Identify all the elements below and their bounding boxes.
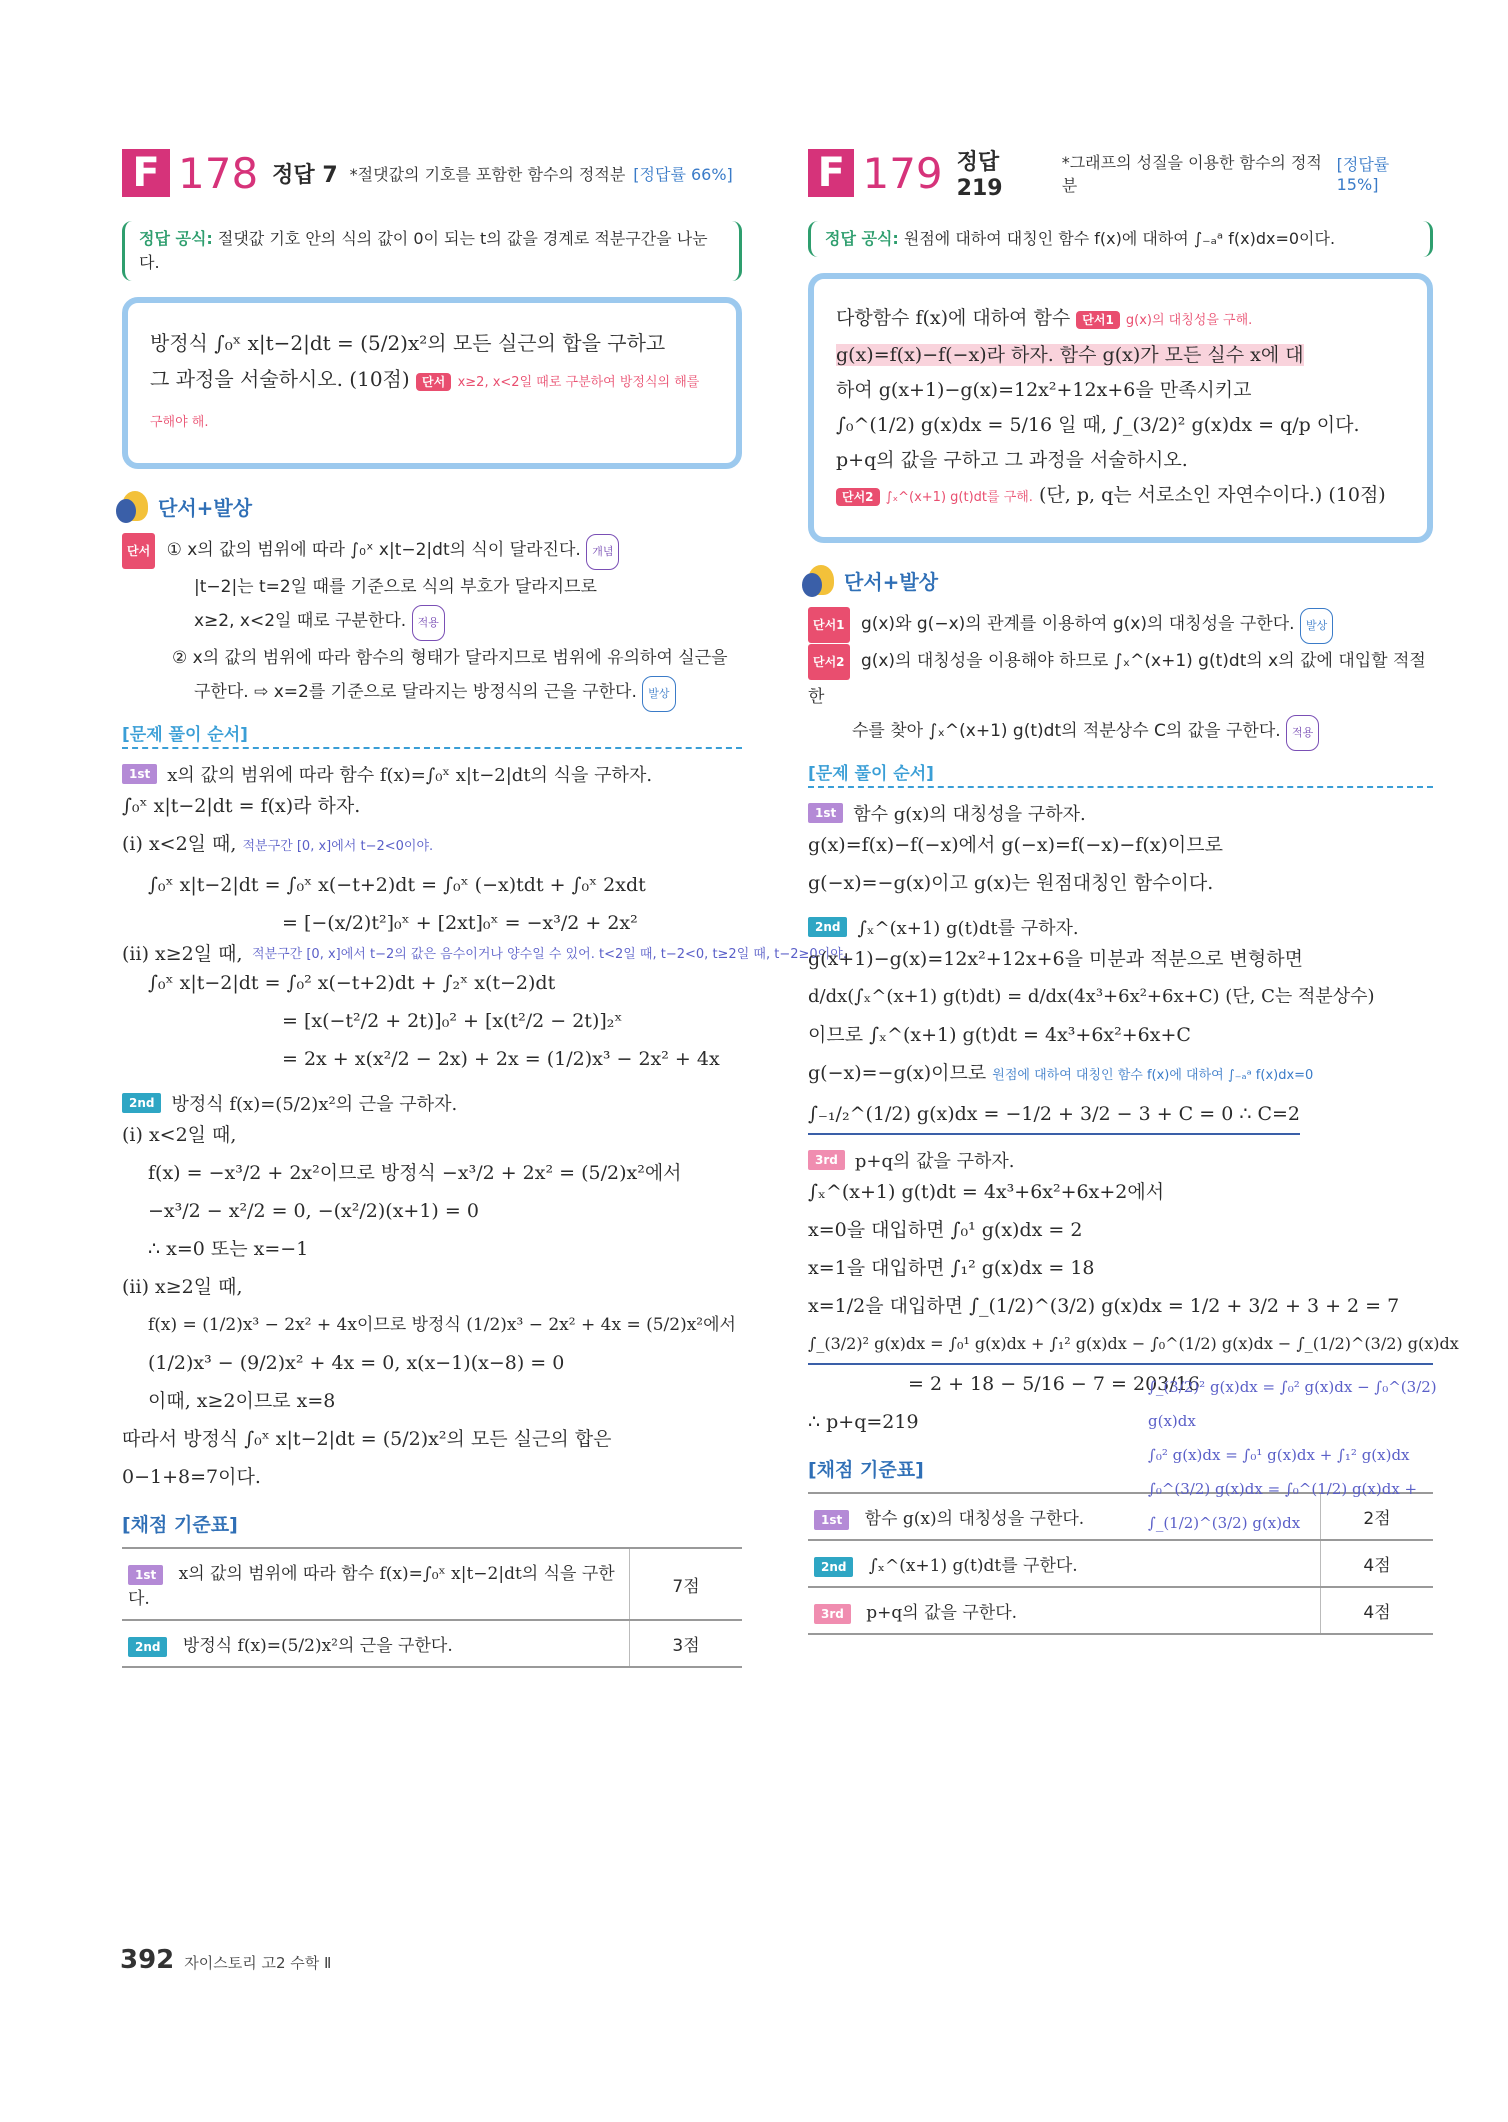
step-heading	[808, 800, 1433, 826]
math-line: g(−x)=−g(x)이고 g(x)는 원점대칭인 함수이다.	[808, 872, 1214, 894]
step-tag: 3rd	[814, 1604, 851, 1624]
problem-line	[836, 301, 1405, 338]
lightbulb-icon	[122, 491, 148, 521]
problem-line-text: g(x)=f(x)−f(−x)라 하자. 함수 g(x)가 모든 실수 x에 대	[836, 344, 1304, 366]
problem-box	[808, 273, 1433, 543]
page-footer	[120, 1945, 331, 1975]
clue-item	[122, 675, 742, 712]
hint-tag: 단서1	[1076, 311, 1120, 329]
step-tag: 2nd	[808, 917, 847, 937]
section-title: 단서+발상	[158, 495, 253, 520]
step-text: 방정식 f(x)=(5/2)x²의 근을 구하자.	[171, 1094, 458, 1115]
math-line: (ii) x≥2일 때,	[122, 1276, 243, 1298]
step-tag: 3rd	[808, 1150, 845, 1170]
solution-order-title: [문제 풀이 순서]	[122, 720, 742, 749]
math-line: d/dx(∫ₓ^(x+1) g(t)dt) = d/dx(4x³+6x²+6x+C) (단, C는 적분상수)	[808, 986, 1375, 1007]
clue-item	[122, 604, 742, 641]
problem-line: ∫₀^(1/2) g(x)dx = 5/16 일 때, ∫_(3/2)² g(x)dx = q/p 이다.	[836, 414, 1360, 436]
clue-section-header	[122, 491, 742, 521]
math-line: (i) x<2일 때,	[122, 1124, 237, 1146]
problem-line-text: 하여 g(x+1)−g(x)=12x²+12x+6을 만족시키고	[836, 379, 1252, 401]
clue-text: 구한다. ⇨ x=2를 기준으로 달라지는 방정식의 근을 구한다.	[194, 682, 637, 702]
answer-label: 정답 7	[272, 162, 338, 188]
math-line: ∫_(3/2)² g(x)dx = ∫₀¹ g(x)dx + ∫₁² g(x)dx − ∫₀^(1/2) g(x)dx − ∫_(1/2)^(3/2) g(x)dx	[808, 1325, 1433, 1365]
solution-order-title: [문제 풀이 순서]	[808, 759, 1433, 788]
math-line: ∫ₓ^(x+1) g(t)dt = 4x³+6x²+6x+2에서	[808, 1181, 1165, 1203]
math-line: x=1/2을 대입하면 ∫_(1/2)^(3/2) g(x)dx = 1/2 + 3/2 + 3 + 2 = 7	[808, 1295, 1400, 1317]
math-line: ∫₀ˣ x|t−2|dt = f(x)라 하자.	[122, 795, 361, 817]
problem-line-text: (단, p, q는 서로소인 자연수이다.) (10점)	[1039, 484, 1386, 506]
step-tag: 2nd	[814, 1557, 853, 1577]
margin-note: 원점에 대하여 대칭인 함수 f(x)에 대하여 ∫₋ₐᵃ f(x)dx=0	[992, 1068, 1314, 1083]
problem-line-text: 그 과정을 서술하시오. (10점)	[150, 367, 410, 391]
step-tag: 1st	[814, 1510, 849, 1530]
clue-text: 수를 찾아 ∫ₓ^(x+1) g(t)dt의 적분상수 C의 값을 구한다.	[852, 721, 1281, 741]
step3-main	[808, 1173, 1164, 1287]
problem-line: 방정식 ∫₀ˣ x|t−2|dt = (5/2)x²의 모든 실근의 합을 구하고	[150, 331, 666, 355]
margin-note: 적분구간 [0, x]에서 t−2의 값은 음수이거나 양수일 수 있어. t<2일 때, t−2<0, t≥2일 때, t−2≥0이야.	[252, 947, 847, 962]
formula-text: 절댓값 기호 안의 식의 값이 0이 되는 t의 값을 경계로 적분구간을 나눈다.	[139, 229, 708, 272]
grading-title: [채점 기준표]	[808, 1459, 924, 1481]
math-line: x=1을 대입하면 ∫₁² g(x)dx = 18	[808, 1257, 1095, 1279]
step-tag: 1st	[122, 764, 157, 784]
step-text: 함수 g(x)의 대칭성을 구하자.	[853, 804, 1086, 825]
hint-tag: 단서2	[836, 488, 880, 506]
clue-item	[122, 533, 742, 570]
clue-text: ② x의 값의 범위에 따라 함수의 형태가 달라지므로 범위에 유의하여 실근을	[172, 648, 728, 668]
math-line: −x³/2 − x²/2 = 0, −(x²/2)(x+1) = 0	[148, 1200, 479, 1222]
clue-section-header	[808, 565, 1433, 595]
topic-label: *그래프의 성질을 이용한 함수의 정적분	[1061, 153, 1322, 195]
answer-formula-box	[122, 221, 742, 281]
grading-criterion	[122, 1548, 630, 1620]
math-line: f(x) = (1/2)x³ − 2x² + 4x이므로 방정식 (1/2)x³ − 2x² + 4x = (5/2)x²에서	[148, 1315, 736, 1335]
table-row	[808, 1540, 1433, 1587]
step-text: ∫ₓ^(x+1) g(t)dt를 구하자.	[857, 918, 1079, 939]
math-line: (1/2)x³ − (9/2)x² + 4x = 0, x(x−1)(x−8) = 0	[148, 1352, 565, 1374]
step-heading	[808, 914, 1433, 940]
math-line: ∫₀ˣ x|t−2|dt = ∫₀ˣ x(−t+2)dt = ∫₀ˣ (−x)tdt + ∫₀ˣ 2xdt	[148, 874, 646, 896]
answer-label: 정답 219	[956, 150, 1003, 201]
side-note-line: ∫_(3/2)² g(x)dx = ∫₀² g(x)dx − ∫₀^(3/2) g(x)dx	[1148, 1378, 1437, 1430]
grading-points: 3점	[630, 1620, 743, 1667]
hint-text: g(x)의 대칭성을 구해.	[1125, 313, 1253, 328]
hint-text: ∫ₓ^(x+1) g(t)dt를 구해.	[885, 490, 1033, 505]
problem-line	[836, 478, 1405, 515]
step-heading	[808, 1147, 1433, 1173]
clue-tag: 단서2	[808, 644, 850, 680]
grading-points: 2점	[1321, 1493, 1434, 1540]
clue-text: ① x의 값의 범위에 따라 ∫₀ˣ x|t−2|dt의 식이 달라진다.	[166, 540, 581, 560]
clue-tag: 단서	[122, 533, 155, 569]
topic-label: *절댓값의 기호를 포함한 함수의 정적분	[349, 164, 626, 184]
step-tag: 1st	[128, 1565, 163, 1585]
book-title: 자이스토리 고2 수학 Ⅱ	[184, 1954, 332, 1972]
page-number: 392	[120, 1945, 175, 1975]
concept-oval: 개념	[586, 534, 619, 570]
problem-line: p+q의 값을 구하고 그 과정을 서술하시오.	[836, 449, 1188, 471]
step-tag: 2nd	[122, 1093, 161, 1113]
apply-oval: 적용	[412, 605, 445, 641]
math-line: 이때, x≥2이므로 x=8	[148, 1390, 336, 1412]
math-line	[122, 825, 742, 866]
math-line: ∴ p+q=219	[808, 1411, 919, 1433]
math-line: f(x) = −x³/2 + 2x²이므로 방정식 −x³/2 + 2x² = (5/2)x²에서	[148, 1162, 682, 1184]
formula-text: 원점에 대하여 대칭인 함수 f(x)에 대하여 ∫₋ₐᵃ f(x)dx=0이다.	[903, 229, 1336, 248]
clue-item	[808, 714, 1433, 751]
math-line: ∫₀ˣ x|t−2|dt = ∫₀² x(−t+2)dt + ∫₂ˣ x(t−2)dt	[148, 972, 556, 994]
criterion-text: 함수 g(x)의 대칭성을 구한다.	[864, 1509, 1085, 1529]
step-text: x의 값의 범위에 따라 함수 f(x)=∫₀ˣ x|t−2|dt의 식을 구하자.	[167, 765, 653, 786]
problem-header	[808, 145, 1433, 201]
grading-points: 4점	[1321, 1540, 1434, 1587]
problem-line	[150, 361, 714, 441]
hint-tag: 단서	[416, 373, 451, 391]
apply-oval: 적용	[1286, 715, 1319, 751]
criterion-text: 방정식 f(x)=(5/2)x²의 근을 구한다.	[182, 1636, 453, 1656]
lightbulb-icon	[808, 565, 834, 595]
problem-line	[836, 373, 1405, 408]
math-line: = 2 + 18 − 5/16 − 7 = 203/16	[908, 1373, 1200, 1395]
grading-criterion	[808, 1540, 1321, 1587]
problem-box	[122, 297, 742, 469]
grading-points: 7점	[630, 1548, 743, 1620]
table-row	[122, 1620, 742, 1667]
step-tag: 2nd	[128, 1637, 167, 1657]
answer-formula-box	[808, 221, 1433, 257]
clue-tag: 단서1	[808, 607, 850, 643]
math-line: 따라서 방정식 ∫₀ˣ x|t−2|dt = (5/2)x²의 모든 실근의 합은	[122, 1428, 612, 1450]
problem-header	[122, 145, 742, 201]
table-row	[122, 1548, 742, 1620]
formula-label: 정답 공식:	[825, 229, 899, 248]
side-note-line: ∫₀^(3/2) g(x)dx = ∫₀^(1/2) g(x)dx + ∫_(1/2)^(3/2) g(x)dx	[1148, 1480, 1418, 1532]
math-line: = [−(x/2)t²]₀ˣ + [2xt]₀ˣ = −x³/2 + 2x²	[282, 912, 638, 934]
difficulty-badge: F	[808, 149, 854, 197]
math-line: ∴ x=0 또는 x=−1	[148, 1238, 309, 1260]
clue-list	[122, 533, 742, 712]
math-line: 0−1+8=7이다.	[122, 1466, 261, 1488]
accuracy-rate: [정답률 66%]	[633, 164, 733, 184]
clue-item	[808, 607, 1433, 644]
math-line	[122, 942, 847, 965]
grading-table	[122, 1547, 742, 1668]
grading-criterion	[808, 1587, 1321, 1634]
grading-title: [채점 기준표]	[122, 1514, 238, 1536]
math-line: x=0을 대입하면 ∫₀¹ g(x)dx = 2	[808, 1219, 1083, 1241]
side-note-line: ∫₀² g(x)dx = ∫₀¹ g(x)dx + ∫₁² g(x)dx	[1148, 1446, 1410, 1464]
step-heading	[122, 1090, 742, 1116]
formula-label: 정답 공식:	[139, 229, 213, 248]
math-line: g(x)=f(x)−f(−x)에서 g(−x)=f(−x)−f(x)이므로	[808, 834, 1223, 856]
table-row	[808, 1587, 1433, 1634]
section-title: 단서+발상	[844, 569, 939, 594]
idea-oval: 발상	[1300, 608, 1333, 644]
math-line	[808, 1054, 1433, 1095]
clue-text: x≥2, x<2일 때로 구분한다.	[194, 611, 407, 631]
problem-number: 178	[178, 148, 259, 198]
step-heading	[122, 761, 742, 787]
grading-points: 4점	[1321, 1587, 1434, 1634]
clue-text: g(x)의 대칭성을 이용해야 하므로 ∫ₓ^(x+1) g(t)dt의 x의 값에 대입할 적절한	[808, 651, 1426, 707]
problem-number: 179	[862, 148, 943, 198]
case-label: (ii) x≥2일 때,	[122, 943, 243, 965]
clue-text: |t−2|는 t=2일 때를 기준으로 식의 부호가 달라지므로	[194, 577, 597, 597]
problem-line-text: 다항함수 f(x)에 대하여 함수	[836, 307, 1071, 329]
case-label: (i) x<2일 때,	[122, 833, 237, 855]
step-text: p+q의 값을 구하자.	[854, 1151, 1015, 1172]
criterion-text: ∫ₓ^(x+1) g(t)dt를 구한다.	[868, 1556, 1078, 1576]
hint-text: x≥2, x<2일 때로 구분하여 방정식의 해를 구해야 해.	[150, 375, 700, 430]
clue-item	[808, 644, 1433, 714]
math-line: = 2x + x(x²/2 − 2x) + 2x = (1/2)x³ − 2x² + 4x	[282, 1048, 720, 1070]
problem-line	[836, 338, 1405, 373]
problem-179-column	[808, 145, 1459, 1635]
math-line: ∫₋₁/₂^(1/2) g(x)dx = −1/2 + 3/2 − 3 + C = 0 ∴ C=2	[808, 1095, 1300, 1135]
difficulty-badge: F	[122, 149, 170, 197]
criterion-text: p+q의 값을 구한다.	[866, 1603, 1018, 1623]
math-line: = [x(−t²/2 + 2t)]₀² + [x(t²/2 − 2t)]₂ˣ	[282, 1010, 623, 1032]
criterion-text: x의 값의 범위에 따라 함수 f(x)=∫₀ˣ x|t−2|dt의 식을 구한다.	[128, 1564, 615, 1609]
step3-block	[808, 1173, 1433, 1287]
margin-note: 적분구간 [0, x]에서 t−2<0이야.	[242, 839, 434, 854]
math-line: g(x+1)−g(x)=12x²+12x+6을 미분과 적분으로 변형하면	[808, 948, 1303, 970]
grading-criterion	[122, 1620, 630, 1667]
idea-oval: 발상	[642, 676, 675, 712]
math-text: g(−x)=−g(x)이므로	[808, 1062, 987, 1084]
clue-text: g(x)와 g(−x)의 관계를 이용하여 g(x)의 대칭성을 구한다.	[860, 614, 1295, 634]
step-tag: 1st	[808, 803, 843, 823]
math-line: 이므로 ∫ₓ^(x+1) g(t)dt = 4x³+6x²+6x+C	[808, 1024, 1191, 1046]
clue-list	[808, 607, 1433, 751]
side-derivation	[1148, 1370, 1438, 1540]
accuracy-rate: [정답률 15%]	[1336, 155, 1390, 194]
